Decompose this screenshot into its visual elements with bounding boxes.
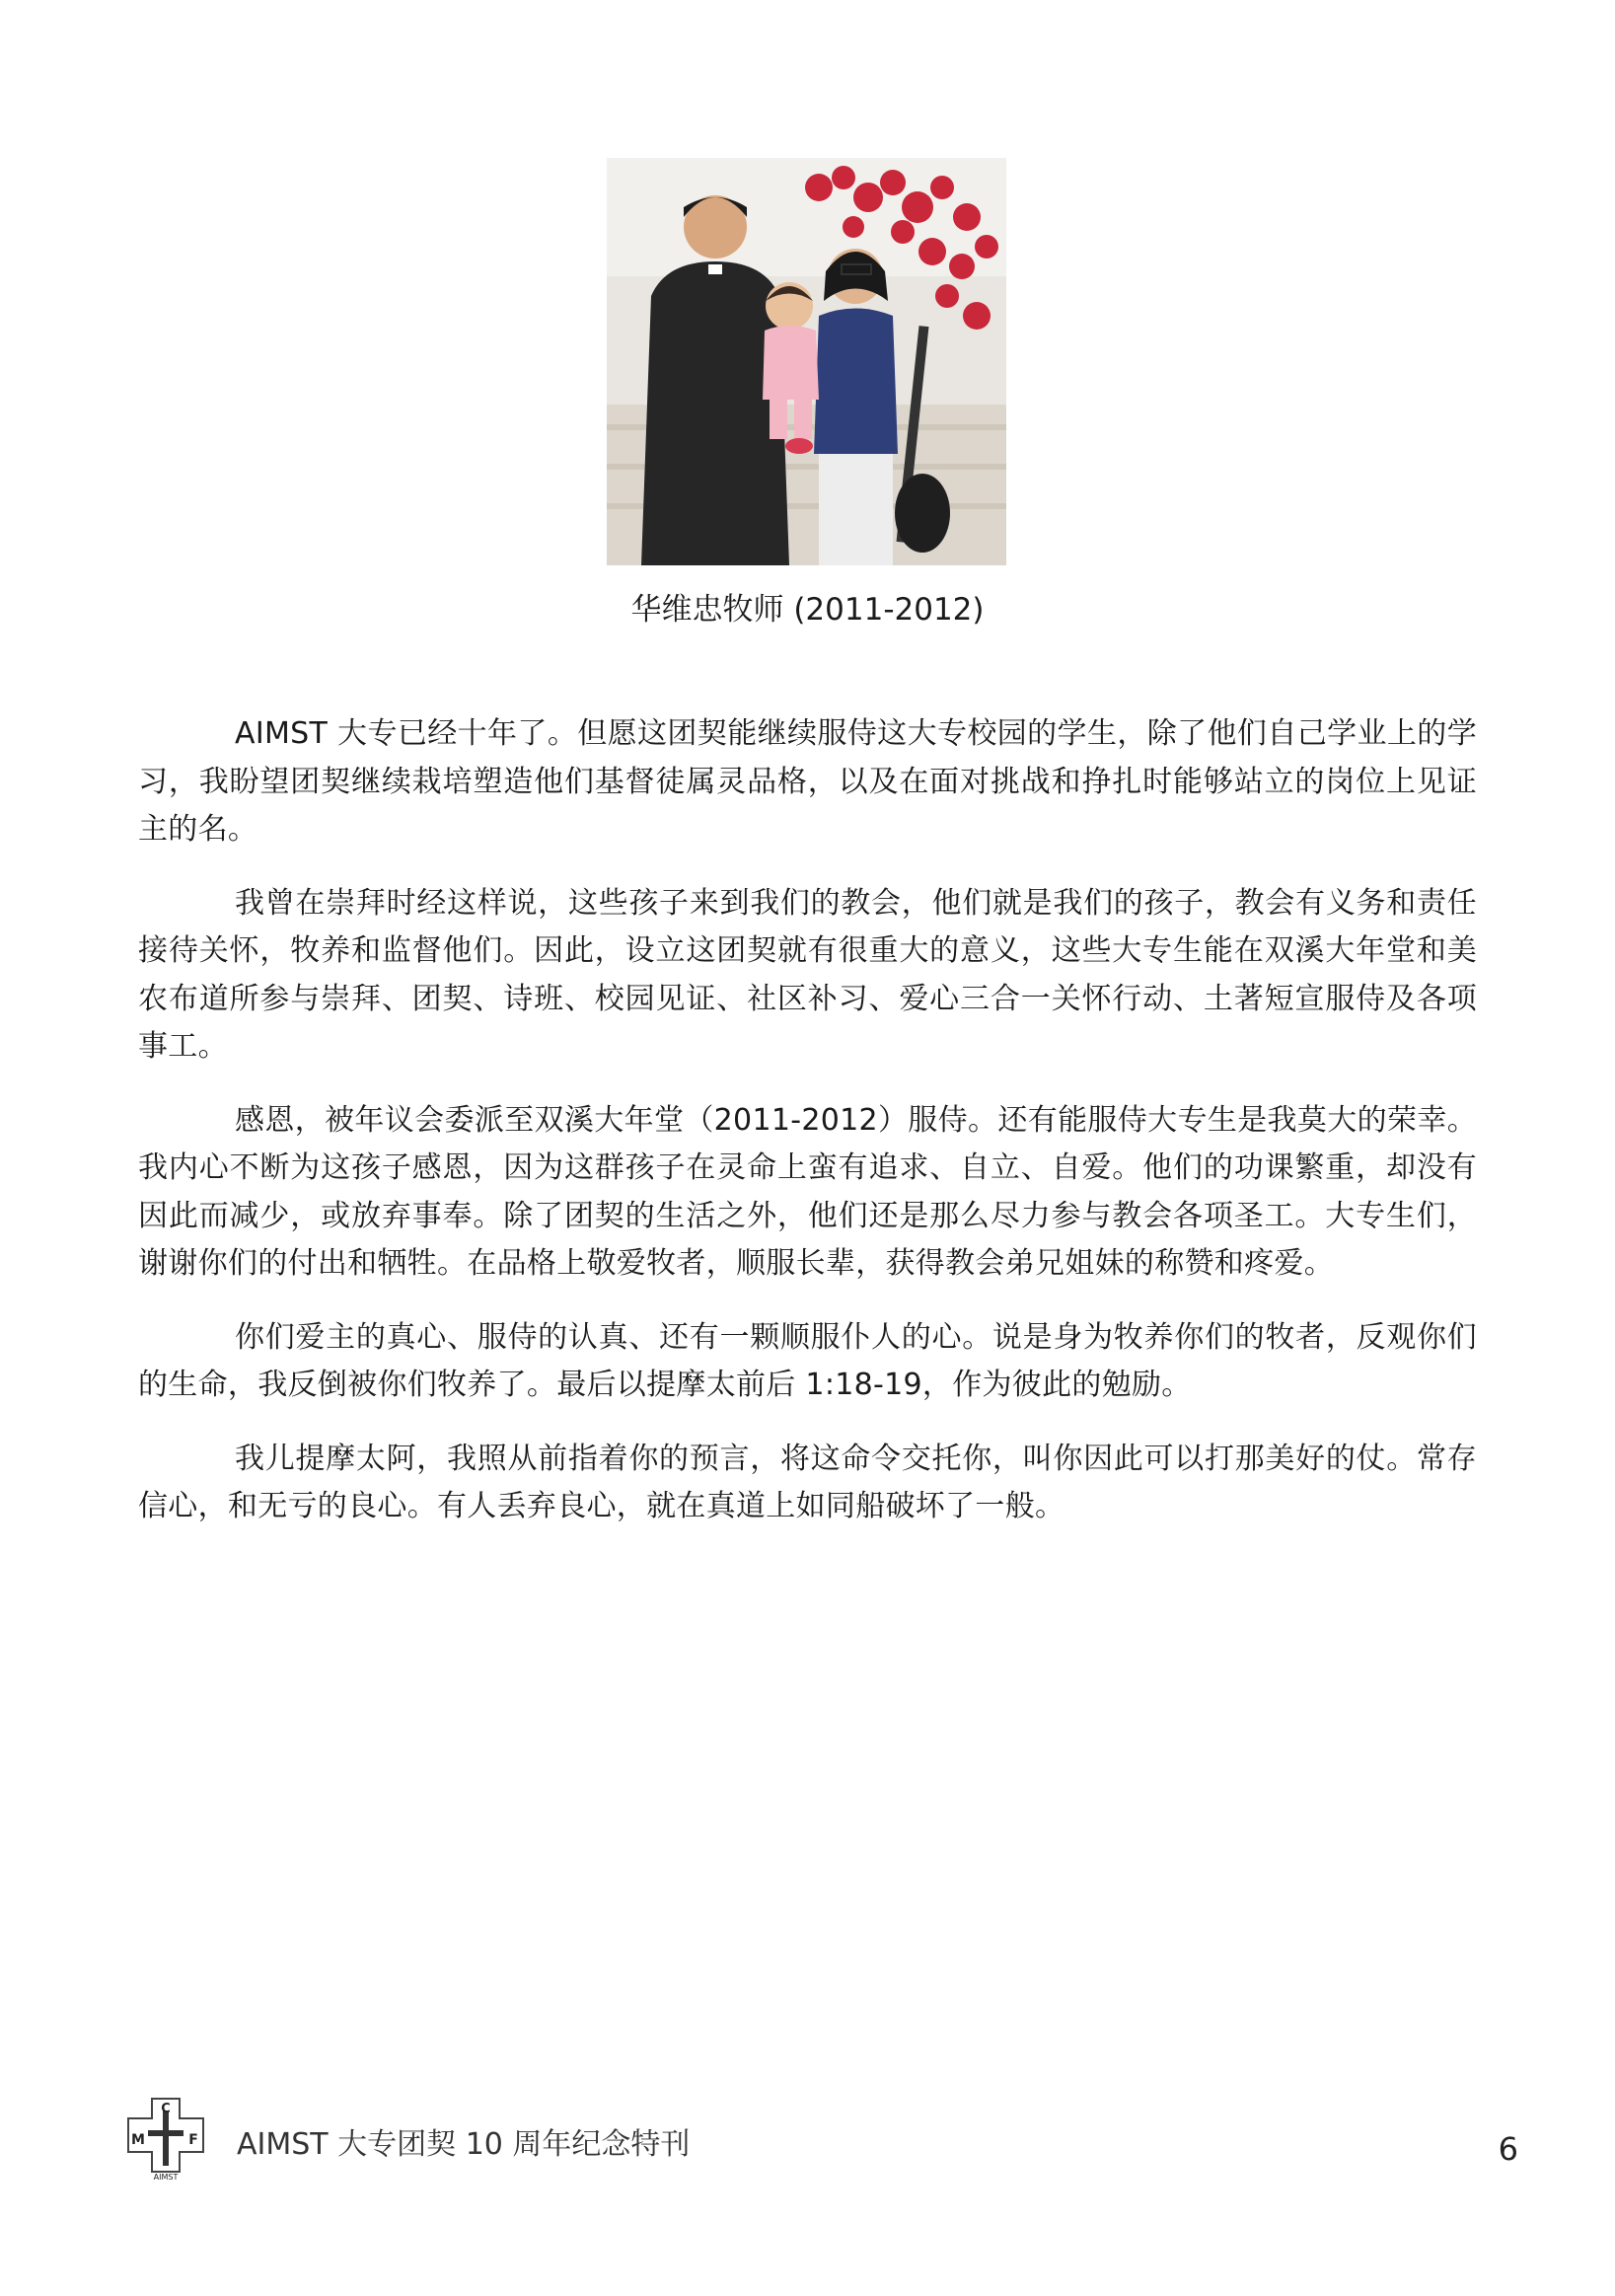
portrait-image xyxy=(607,158,1006,565)
page-number: 6 xyxy=(1498,2130,1518,2168)
logo-letter-left: M xyxy=(131,2132,145,2148)
mcf-logo-icon xyxy=(126,2097,205,2182)
article-body xyxy=(138,710,1477,1557)
photo-caption: 华维忠牧师 (2011-2012) xyxy=(630,592,985,628)
paragraph: AIMST 大专已经十年了。但愿这团契能继续服侍这大专校园的学生，除了他们自己学业上的学习，我盼望团契继续栽培塑造他们基督徒属灵品格，以及在面对挑战和挣扎时能够站立的岗位上见证主的名。 xyxy=(138,716,1477,847)
paragraph: 我儿提摩太阿，我照从前指着你的预言，将这命令交托你，叫你因此可以打那美好的仗。常存信心，和无亏的良心。有人丢弃良心，就在真道上如同船破坏了一般。 xyxy=(138,1441,1477,1523)
paragraph: 我曾在崇拜时经这样说，这些孩子来到我们的教会，他们就是我们的孩子，教会有义务和责任接待关怀，牧养和监督他们。因此，设立这团契就有很重大的意义，这些大专生能在双溪大年堂和美农布道所参与崇拜、团契、诗班、校园见证、社区补习、爱心三合一关怀行动、土著短宣服侍及各项事工。 xyxy=(138,885,1477,1064)
family-portrait-photo xyxy=(607,158,1006,565)
paragraph: 你们爱主的真心、服侍的认真、还有一颗顺服仆人的心。说是身为牧养你们的牧者，反观你们的生命，我反倒被你们牧养了。最后以提摩太前后 1:18-19，作为彼此的勉励。 xyxy=(138,1319,1477,1402)
paragraph: 感恩，被年议会委派至双溪大年堂（2011-2012）服侍。还有能服侍大专生是我莫大的荣幸。我内心不断为这孩子感恩，因为这群孩子在灵命上蛮有追求、自立、自爱。他们的功课繁重，却没有因此而减少，或放弃事奉。除了团契的生活之外，他们还是那么尽力参与教会各项圣工。大专生们，谢谢你们的付出和牺牲。在品格上敬爱牧者，顺服长辈，获得教会弟兄姐妹的称赞和疼爱。 xyxy=(138,1102,1477,1281)
footer-publication-title: AIMST 大专团契 10 周年纪念特刊 xyxy=(237,2127,691,2162)
logo-letter-top: C xyxy=(161,2102,171,2116)
logo-letter-right: F xyxy=(188,2132,198,2148)
logo-letter-bottom: AIMST xyxy=(153,2173,179,2182)
